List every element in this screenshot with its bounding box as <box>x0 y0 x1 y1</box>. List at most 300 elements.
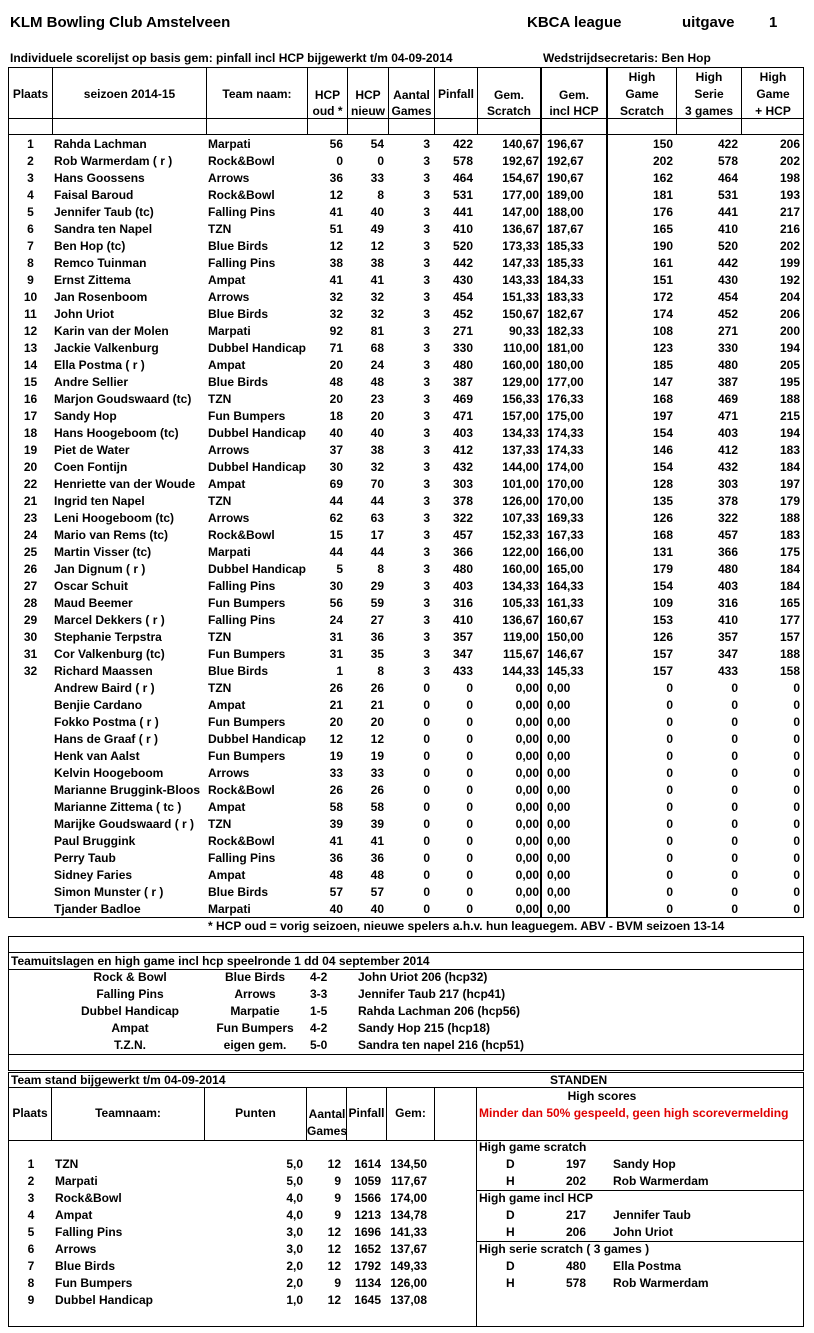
player-cell: 410 <box>717 613 738 627</box>
team-standing-row <box>9 1224 431 1241</box>
player-cell: 71 <box>329 341 343 355</box>
player-cell: 192,67 <box>502 154 539 168</box>
col-avg-scratch: Gem. Scratch <box>486 88 532 118</box>
match-result-cell: Rock & Bowl <box>93 970 167 984</box>
player-cell: 430 <box>717 273 738 287</box>
match-result-cell: Marpatie <box>230 1004 280 1018</box>
player-cell: 26 <box>23 562 38 576</box>
player-cell: Ampat <box>208 273 246 287</box>
player-cell: 175,00 <box>547 409 584 423</box>
player-row <box>9 884 804 901</box>
player-cell: 403 <box>717 579 738 593</box>
player-cell: 3 <box>423 409 430 423</box>
player-cell: 38 <box>370 256 384 270</box>
player-cell: 145,33 <box>547 664 584 678</box>
team-standing-cell: 5,0 <box>286 1174 303 1188</box>
player-cell <box>9 782 52 799</box>
player-cell: Karin van der Molen <box>54 324 169 338</box>
player-cell: Blue Birds <box>208 885 269 899</box>
player-cell: Ampat <box>208 800 246 814</box>
player-cell: 330 <box>452 341 473 355</box>
player-cell: 19 <box>23 443 38 457</box>
player-cell: 12 <box>370 732 384 746</box>
team-standing-row <box>9 1173 431 1190</box>
player-cell: 19 <box>370 749 384 763</box>
player-cell: 0,00 <box>515 715 539 729</box>
player-cell: Rock&Bowl <box>208 188 275 202</box>
player-cell: 0 <box>336 154 343 168</box>
team-standing-row <box>9 1190 431 1207</box>
player-cell: Marpati <box>208 324 251 338</box>
player-cell: 3 <box>423 375 430 389</box>
player-cell: 0,00 <box>547 834 571 848</box>
player-cell: 188 <box>779 392 800 406</box>
player-cell: 2 <box>27 154 34 168</box>
player-cell <box>9 850 52 867</box>
col-hcp-new: HCP nieuw <box>350 88 385 118</box>
match-result-cell: Sandy Hop 215 (hcp18) <box>358 1021 491 1035</box>
player-cell: 157 <box>652 664 673 678</box>
team-standing-cell: 12 <box>327 1225 341 1239</box>
player-cell: 15 <box>23 375 38 389</box>
player-row <box>9 850 804 867</box>
player-row <box>9 136 804 153</box>
team-standing-cell: 5 <box>27 1225 35 1239</box>
team-standing-cell: 134,78 <box>390 1208 427 1222</box>
player-cell: 179 <box>652 562 673 576</box>
team-standing-cell: 1213 <box>354 1208 381 1222</box>
player-cell: 0 <box>466 800 473 814</box>
player-cell: 0,00 <box>547 868 571 882</box>
player-cell: 433 <box>452 664 473 678</box>
player-cell: 136,67 <box>502 222 539 236</box>
player-cell: 3 <box>423 443 430 457</box>
player-cell: Leni Hoogeboom (tc) <box>54 511 174 525</box>
player-cell: 57 <box>329 885 343 899</box>
player-cell: 0 <box>423 681 430 695</box>
player-cell: 578 <box>717 154 738 168</box>
match-result-cell: eigen gem. <box>223 1038 287 1052</box>
player-cell: 17 <box>23 409 38 423</box>
player-cell: 0 <box>466 749 473 763</box>
player-cell: 23 <box>370 392 384 406</box>
player-cell <box>9 680 52 697</box>
player-cell: 109 <box>652 596 673 610</box>
player-cell: 412 <box>452 443 473 457</box>
player-cell: 0 <box>423 902 430 916</box>
player-cell: 122,00 <box>502 545 539 559</box>
team-standing-cell: 1,0 <box>286 1293 303 1307</box>
player-cell: 0,00 <box>547 681 571 695</box>
player-cell: 188,00 <box>547 205 584 219</box>
player-cell: TZN <box>208 494 232 508</box>
player-cell: 3 <box>423 239 430 253</box>
player-cell: 0 <box>423 800 430 814</box>
player-cell: 357 <box>452 630 473 644</box>
player-cell: 23 <box>23 511 38 525</box>
col-games: Aantal Games <box>391 88 432 118</box>
player-cell: 216 <box>779 222 800 236</box>
team-standing-row <box>9 1275 431 1292</box>
player-cell: 188 <box>779 511 800 525</box>
player-cell: 464 <box>717 171 738 185</box>
player-cell: 322 <box>717 511 738 525</box>
player-cell: 442 <box>452 256 473 270</box>
player-cell: Marpati <box>208 902 251 916</box>
player-row <box>9 816 804 833</box>
player-cell: 147 <box>652 375 673 389</box>
player-cell: Marjon Goudswaard (tc) <box>54 392 192 406</box>
player-cell: 322 <box>452 511 473 525</box>
team-standing-rows <box>9 1156 431 1309</box>
player-cell: 0 <box>666 715 673 729</box>
player-cell: 0 <box>466 698 473 712</box>
player-cell: 161,33 <box>547 596 584 610</box>
player-cell: 3 <box>423 137 430 151</box>
team-standing-cell: 137,67 <box>390 1242 427 1256</box>
player-cell: 169,33 <box>547 511 584 525</box>
player-cell: 126 <box>652 630 673 644</box>
player-row <box>9 578 804 595</box>
player-cell: 0,00 <box>547 732 571 746</box>
player-cell: 18 <box>329 409 343 423</box>
player-cell: 366 <box>717 545 738 559</box>
player-cell: 38 <box>329 256 343 270</box>
col-high-game-hcp: High Game + HCP <box>755 70 791 118</box>
player-cell: 146,67 <box>547 647 584 661</box>
player-cell: 154 <box>652 426 673 440</box>
player-cell: 0 <box>423 868 430 882</box>
player-cell <box>9 833 52 850</box>
player-cell: 0 <box>731 749 738 763</box>
match-result-cell: 4-2 <box>310 970 328 984</box>
team-standing-cell: 9 <box>334 1208 341 1222</box>
player-cell: 156,33 <box>502 392 539 406</box>
player-cell: Dubbel Handicap <box>208 460 307 474</box>
col-hcp-old: HCP oud * <box>312 88 343 118</box>
player-cell: 147,33 <box>502 256 539 270</box>
player-cell: 21 <box>23 494 38 508</box>
player-cell: 20 <box>329 715 343 729</box>
player-cell: 28 <box>23 596 38 610</box>
club-title: KLM Bowling Club Amstelveen <box>10 14 231 31</box>
player-cell: Sidney Faries <box>54 868 133 882</box>
player-cell: 32 <box>370 307 384 321</box>
player-cell: 0 <box>423 715 430 729</box>
player-cell: 136,67 <box>502 613 539 627</box>
player-cell: Rock&Bowl <box>208 783 275 797</box>
player-cell: 5 <box>336 562 343 576</box>
player-cell: 8 <box>27 256 34 270</box>
player-cell: Falling Pins <box>208 579 276 593</box>
player-cell: 151 <box>652 273 673 287</box>
player-cell: 0 <box>666 817 673 831</box>
player-cell: 271 <box>452 324 473 338</box>
player-cell: 410 <box>452 222 473 236</box>
player-cell: 189,00 <box>547 188 584 202</box>
player-cell: 3 <box>423 579 430 593</box>
player-cell: 27 <box>23 579 38 593</box>
player-cell: 26 <box>329 783 343 797</box>
player-cell: 20 <box>23 460 38 474</box>
player-cell: 179 <box>779 494 800 508</box>
player-cell: 62 <box>329 511 343 525</box>
player-cell: 205 <box>779 358 800 372</box>
player-cell: Marianne Bruggink-Bloos <box>54 783 201 797</box>
player-cell: Arrows <box>208 766 250 780</box>
team-standing-cell: 4 <box>27 1208 35 1222</box>
player-cell: 0 <box>423 766 430 780</box>
player-cell: 3 <box>423 222 430 236</box>
player-cell: 37 <box>329 443 343 457</box>
player-cell: Fun Bumpers <box>208 749 286 763</box>
team-standing-cell: 149,33 <box>390 1259 427 1273</box>
ts-col-pinfall: Pinfall <box>348 1106 385 1120</box>
player-cell: 11 <box>24 307 37 321</box>
team-standing-cell: 134,50 <box>390 1157 427 1171</box>
player-cell: 0 <box>731 732 738 746</box>
player-cell: 167,33 <box>547 528 584 542</box>
player-cell: 387 <box>717 375 738 389</box>
ts-col-name: Teamnaam: <box>95 1106 161 1120</box>
player-cell: Henriette van der Woude <box>54 477 196 491</box>
player-row <box>9 170 804 187</box>
player-cell: 0 <box>666 834 673 848</box>
player-cell: Marijke Goudswaard ( r ) <box>54 817 195 831</box>
player-cell <box>9 799 52 816</box>
player-cell: 182,33 <box>547 324 584 338</box>
player-cell: 24 <box>329 613 343 627</box>
team-standing-cell: TZN <box>55 1157 79 1171</box>
player-row <box>9 731 804 748</box>
player-cell: Dubbel Handicap <box>208 341 307 355</box>
player-cell: Marpati <box>208 137 251 151</box>
player-cell: 0 <box>793 834 800 848</box>
player-cell: 115,67 <box>502 647 539 661</box>
player-cell: 32 <box>329 290 343 304</box>
player-cell: 176,33 <box>547 392 584 406</box>
player-row <box>9 646 804 663</box>
player-cell: 0,00 <box>515 732 539 746</box>
player-cell: 0 <box>666 749 673 763</box>
col-season: seizoen 2014-15 <box>83 87 176 101</box>
match-result-cell: Arrows <box>234 987 276 1001</box>
player-row <box>9 765 804 782</box>
player-cell: 217 <box>779 205 800 219</box>
player-cell: 3 <box>27 171 34 185</box>
player-cell: 0 <box>731 681 738 695</box>
player-cell: TZN <box>208 817 232 831</box>
ts-col-points: Punten <box>235 1106 276 1120</box>
ts-col-avg: Gem: <box>395 1106 426 1120</box>
edition-number: 1 <box>769 14 778 31</box>
player-cell: 36 <box>329 171 343 185</box>
team-standing-cell: 117,67 <box>390 1174 427 1188</box>
team-standing-cell: 1134 <box>354 1276 381 1290</box>
team-standing-row <box>9 1207 431 1224</box>
player-cell: 63 <box>370 511 384 525</box>
player-cell: 41 <box>370 834 384 848</box>
player-cell: 432 <box>452 460 473 474</box>
hs-group-title: High game scratch <box>479 1140 587 1154</box>
high-scores-warning: Minder dan 50% gespeeld, geen high scorevermelding <box>479 1106 789 1120</box>
player-cell: 3 <box>423 528 430 542</box>
match-result-row <box>60 1037 618 1054</box>
player-cell: 9 <box>27 273 34 287</box>
player-cell: 471 <box>452 409 473 423</box>
player-cell: 0,00 <box>515 698 539 712</box>
player-cell: 49 <box>370 222 384 236</box>
player-cell: 330 <box>717 341 738 355</box>
player-cell: 0,00 <box>547 749 571 763</box>
player-cell: 194 <box>779 426 800 440</box>
player-cell: 174,33 <box>547 426 584 440</box>
player-cell: 271 <box>717 324 738 338</box>
player-cell: 0 <box>731 698 738 712</box>
player-cell: 39 <box>329 817 343 831</box>
player-cell: 0 <box>793 783 800 797</box>
player-cell: 12 <box>329 732 343 746</box>
player-cell: Sandra ten Napel <box>54 222 153 236</box>
player-row <box>9 748 804 765</box>
player-cell: 26 <box>370 681 384 695</box>
team-standing-cell: Marpati <box>55 1174 98 1188</box>
player-cell: John Uriot <box>54 307 114 321</box>
match-result-row <box>60 986 618 1003</box>
player-cell: 40 <box>329 426 343 440</box>
player-cell: Coen Fontijn <box>54 460 128 474</box>
player-cell: 578 <box>452 154 473 168</box>
player-cell: 30 <box>329 579 343 593</box>
player-cell: Hans de Graaf ( r ) <box>54 732 159 746</box>
team-standing-cell: 7 <box>27 1259 35 1273</box>
player-cell: Dubbel Handicap <box>208 426 307 440</box>
player-cell: 162 <box>652 171 673 185</box>
player-cell: 24 <box>370 358 384 372</box>
team-standing-cell: Fun Bumpers <box>55 1276 133 1290</box>
player-cell: Tjander Badloe <box>54 902 141 916</box>
match-result-cell: 3-3 <box>310 987 328 1001</box>
player-cell: 157 <box>652 647 673 661</box>
player-cell: 422 <box>717 137 738 151</box>
player-row <box>9 255 804 272</box>
player-cell: 3 <box>423 307 430 321</box>
match-result-cell: Jennifer Taub 217 (hcp41) <box>358 987 506 1001</box>
player-cell: 3 <box>423 511 430 525</box>
player-cell: 0 <box>666 681 673 695</box>
player-cell: 8 <box>377 562 384 576</box>
player-cell: 58 <box>329 800 343 814</box>
player-cell: 0 <box>466 766 473 780</box>
player-cell: 0 <box>793 749 800 763</box>
player-cell: 20 <box>370 409 384 423</box>
player-cell: 68 <box>370 341 384 355</box>
player-cell: 0,00 <box>515 749 539 763</box>
player-cell: 0 <box>466 902 473 916</box>
hs-group-title: High serie scratch ( 3 games ) <box>479 1242 650 1256</box>
player-cell: TZN <box>208 630 232 644</box>
player-cell: 92 <box>329 324 343 338</box>
player-cell: 128 <box>652 477 673 491</box>
player-cell: 192 <box>779 273 800 287</box>
player-cell: Hans Hoogeboom (tc) <box>54 426 179 440</box>
player-cell: 8 <box>377 664 384 678</box>
player-cell: 36 <box>329 851 343 865</box>
player-cell: 173,33 <box>502 239 539 253</box>
player-cell: 480 <box>717 562 738 576</box>
player-cell: 31 <box>329 630 343 644</box>
player-cell: Ernst Zittema <box>54 273 131 287</box>
player-cell: 17 <box>370 528 384 542</box>
match-result-cell: Falling Pins <box>96 987 164 1001</box>
player-cell: 150,00 <box>547 630 584 644</box>
player-cell: 131 <box>652 545 673 559</box>
player-cell: Fun Bumpers <box>208 715 286 729</box>
secretary: Wedstrijdsecretaris: Ben Hop <box>543 51 711 65</box>
player-cell: 3 <box>423 494 430 508</box>
player-cell: 200 <box>779 324 800 338</box>
team-standing-row <box>9 1241 431 1258</box>
player-cell: 531 <box>452 188 473 202</box>
team-standing-cell: 9 <box>334 1174 341 1188</box>
player-cell: 0,00 <box>547 902 571 916</box>
player-cell: 192,67 <box>547 154 584 168</box>
team-results-title: Teamuitslagen en high game incl hcp speelronde 1 dd 04 september 2014 <box>11 954 430 968</box>
player-cell: 206 <box>779 307 800 321</box>
player-cell: 0 <box>377 154 384 168</box>
player-cell: 0 <box>466 715 473 729</box>
player-cell: 183 <box>779 528 800 542</box>
player-cell: Arrows <box>208 290 250 304</box>
team-standing-title: Team stand bijgewerkt t/m 04-09-2014 <box>11 1073 226 1087</box>
player-cell: 0 <box>423 885 430 899</box>
team-standing-cell: 126,00 <box>390 1276 427 1290</box>
player-cell: 0 <box>793 715 800 729</box>
player-cell: 184 <box>779 460 800 474</box>
team-standing-cell: 5,0 <box>286 1157 303 1171</box>
player-cell: Piet de Water <box>54 443 130 457</box>
player-row <box>9 425 804 442</box>
player-cell: 27 <box>370 613 384 627</box>
player-cell <box>9 901 52 918</box>
player-cell: 126,00 <box>502 494 539 508</box>
player-cell: 0 <box>666 783 673 797</box>
player-cell: 196,67 <box>547 137 584 151</box>
player-cell: Ampat <box>208 868 246 882</box>
player-cell: 185 <box>652 358 673 372</box>
player-cell: 457 <box>717 528 738 542</box>
player-cell: 29 <box>23 613 38 627</box>
player-cell: 3 <box>423 273 430 287</box>
player-cell: 197 <box>652 409 673 423</box>
player-cell: Henk van Aalst <box>54 749 140 763</box>
player-cell: 347 <box>452 647 473 661</box>
player-cell: 26 <box>370 783 384 797</box>
player-cell: 32 <box>329 307 343 321</box>
player-cell: 0 <box>423 817 430 831</box>
team-standing-cell: Arrows <box>55 1242 97 1256</box>
player-cell: 190,67 <box>547 171 584 185</box>
player-cell: 430 <box>452 273 473 287</box>
player-row <box>9 374 804 391</box>
player-cell: 454 <box>452 290 473 304</box>
player-cell: 168 <box>652 528 673 542</box>
player-cell: 194 <box>779 341 800 355</box>
player-cell: 20 <box>370 715 384 729</box>
player-cell: Stephanie Terpstra <box>54 630 162 644</box>
player-cell: 134,33 <box>502 426 539 440</box>
player-cell: 154,67 <box>502 171 539 185</box>
